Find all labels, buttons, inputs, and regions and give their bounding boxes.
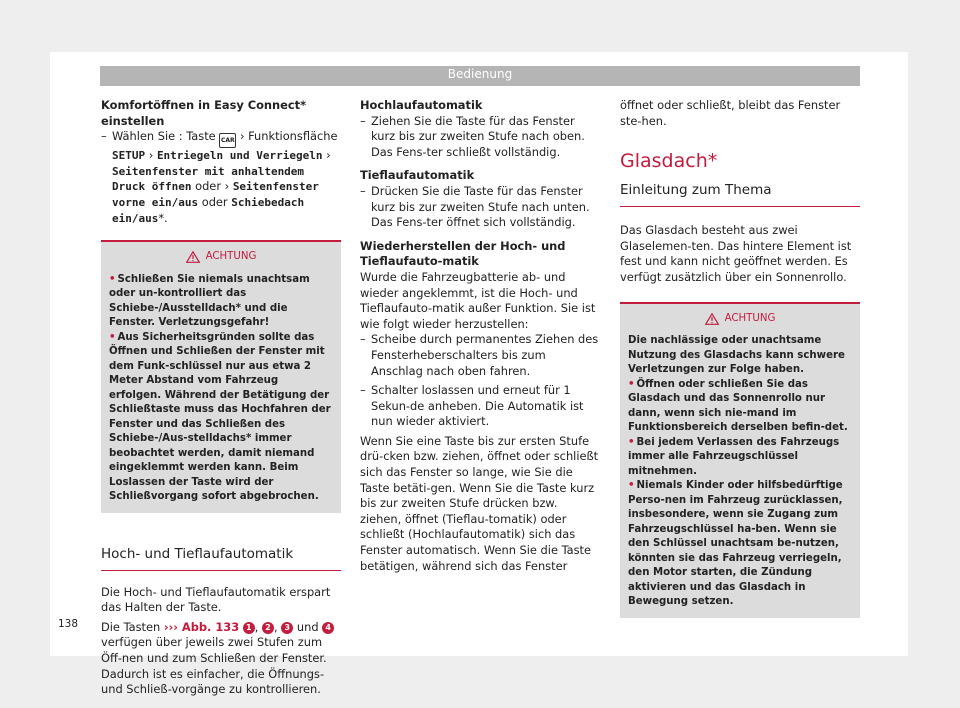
warning-item: • Aus Sicherheitsgründen sollte das Öffnen und Schließen der Fenster mit dem Funk-schlüssel nur aus etwa 2 Meter Abstand vom Fahrzeug erfolgen. Während der Betätigung der Schließtaste muss das Hochfahren der Fenster und das Schließen des Schiebe-/Aus-stelldachs* immer beobachtet werden, damit niemand eingeklemmt werden kann. Beim Loslassen der Taste wird der Schließvorgang sofort abgebrochen. [109, 331, 331, 503]
paragraph: Das Glasdach besteht aus zwei Glaselemen-ten. Das hintere Element ist fest und kann nicht geöffnet werden. Es verfügt zusätzlich über ein Sonnenrollo. [620, 223, 852, 284]
warning-item: • Niemals Kinder oder hilfsbedürftige Perso-nen im Fahrzeug zurücklassen, insbesondere, wenn sie Zugang zum Fahrzeugschlüssel ha-ben. Wenn sie den Schlüssel unachtsam be-nutzen, könnten sie das Fahrzeug verriegeln, den Motor starten, die Zündung aktivieren und das Glasdach in Bewegung setzen. [628, 480, 843, 608]
warning-title: ACHTUNG [724, 312, 776, 324]
paragraph: öffnet oder schließt, bleibt das Fenster ste-hen. [620, 98, 841, 128]
callout-3: 3 [281, 622, 293, 634]
figure-reference-link[interactable]: ››› Abb. 133 [163, 619, 240, 634]
easy-connect-heading: Komfortöffnen in Easy Connect* einstellen [101, 98, 307, 128]
callout-1: 1 [243, 622, 255, 634]
callout-2: 2 [262, 622, 274, 634]
list-item: – Drücken Sie die Taste für das Fenster kurz bis zur zweiten Stufe nach unten. Das Fens-ter öffnet sich vollständig. [360, 183, 590, 230]
column-1 [101, 98, 341, 698]
warning-box-glasdach [620, 302, 860, 618]
heading-hochlauf: Hochlaufautomatik [360, 98, 483, 112]
heading-tieflauf: Tieflaufautomatik [360, 168, 475, 183]
page-number: 138 [58, 618, 79, 630]
paragraph: Wurde die Fahrzeugbatterie ab- und wieder angeklemmt, ist die Hoch- und Tieflaufauto-matik außer Funktion. Sie ist wie folgt wieder herzustellen: [360, 269, 596, 331]
glasdach-title: Glasdach* [620, 150, 718, 173]
warning-item: • Bei jedem Verlassen des Fahrzeugs immer alle Fahrzeugschlüssel mitnehmen. [628, 436, 840, 477]
section-title-einleitung: Einleitung zum Thema [620, 181, 860, 207]
warning-box-windows [101, 240, 341, 513]
warning-triangle-icon [186, 251, 200, 263]
header-title: Bedienung [447, 67, 513, 81]
column-2 [360, 98, 600, 574]
list-item: – Ziehen Sie die Taste für das Fenster kurz bis zur zweiten Stufe nach oben. Das Fens-ter schließt vollständig. [360, 113, 585, 159]
section-title-automatik: Hoch- und Tieflaufautomatik [101, 545, 341, 571]
callout-4: 4 [322, 622, 334, 634]
paragraph: Die Hoch- und Tieflaufautomatik erspart das Halten der Taste. [101, 584, 331, 615]
warning-triangle-icon [705, 313, 719, 325]
paragraph-tasten: Die Tasten ››› Abb. 133 1 , 2 , 3 und 4 verfügen über jeweils zwei Stufen zum Öff-nen und zum Schließen der Fenster. Dadurch ist es einfacher, die Öffnungs- und Schließ-vorgänge zu kontrollieren. [101, 620, 341, 698]
list-item: – Schalter loslassen und erneut für 1 Sekun-de anheben. Die Automatik ist nun wieder aktiviert. [360, 383, 584, 429]
header-bar [100, 66, 860, 86]
warning-item: • Öffnen oder schließen Sie das Glasdach und das Sonnenrollo nur dann, wenn sich nie-mand im Funktionsbereich derselben befin-det. [628, 378, 848, 434]
warning-title: ACHTUNG [205, 251, 257, 263]
easy-connect-step: – Wählen Sie : Taste CAR › Funktionsfläche SETUP › Entriegeln und Verriegeln › Seitenfenster mit anhaltendem Druck öffnen oder › Seitenfenster vorne ein/aus oder Schiebedach ein/aus*. [101, 129, 338, 225]
warning-item: • Schließen Sie niemals unachtsam oder un-kontrolliert das Schiebe-/Ausstelldach* und die Fenster. Verletzungsgefahr! [109, 273, 310, 329]
warning-intro: Die nachlässige oder unachtsame Nutzung des Glasdachs kann schwere Verletzungen zur Folge haben. [628, 335, 845, 376]
column-3 [620, 98, 860, 618]
list-item: – Scheibe durch permanentes Ziehen des Fensterheberschalters bis zum Anschlag nach oben fahren. [360, 332, 599, 378]
car-icon: CAR [219, 133, 236, 148]
heading-wiederherstellen: Wiederherstellen der Hoch- und Tieflaufauto-matik [360, 238, 566, 269]
paragraph: Wenn Sie eine Taste bis zur ersten Stufe drü-cken bzw. ziehen, öffnet oder schließt sich das Fenster so lange, wie Sie die Taste betäti-gen. Wenn Sie die Taste kurz bis zur zweiten Stufe drücken bzw. ziehen, öffnet (Tieflau-tomatik) oder schließt (Hochlaufautomatik) sich das Fenster automatisch. Wenn Sie die Taste betätigen, während sich das Fenster [360, 433, 599, 573]
